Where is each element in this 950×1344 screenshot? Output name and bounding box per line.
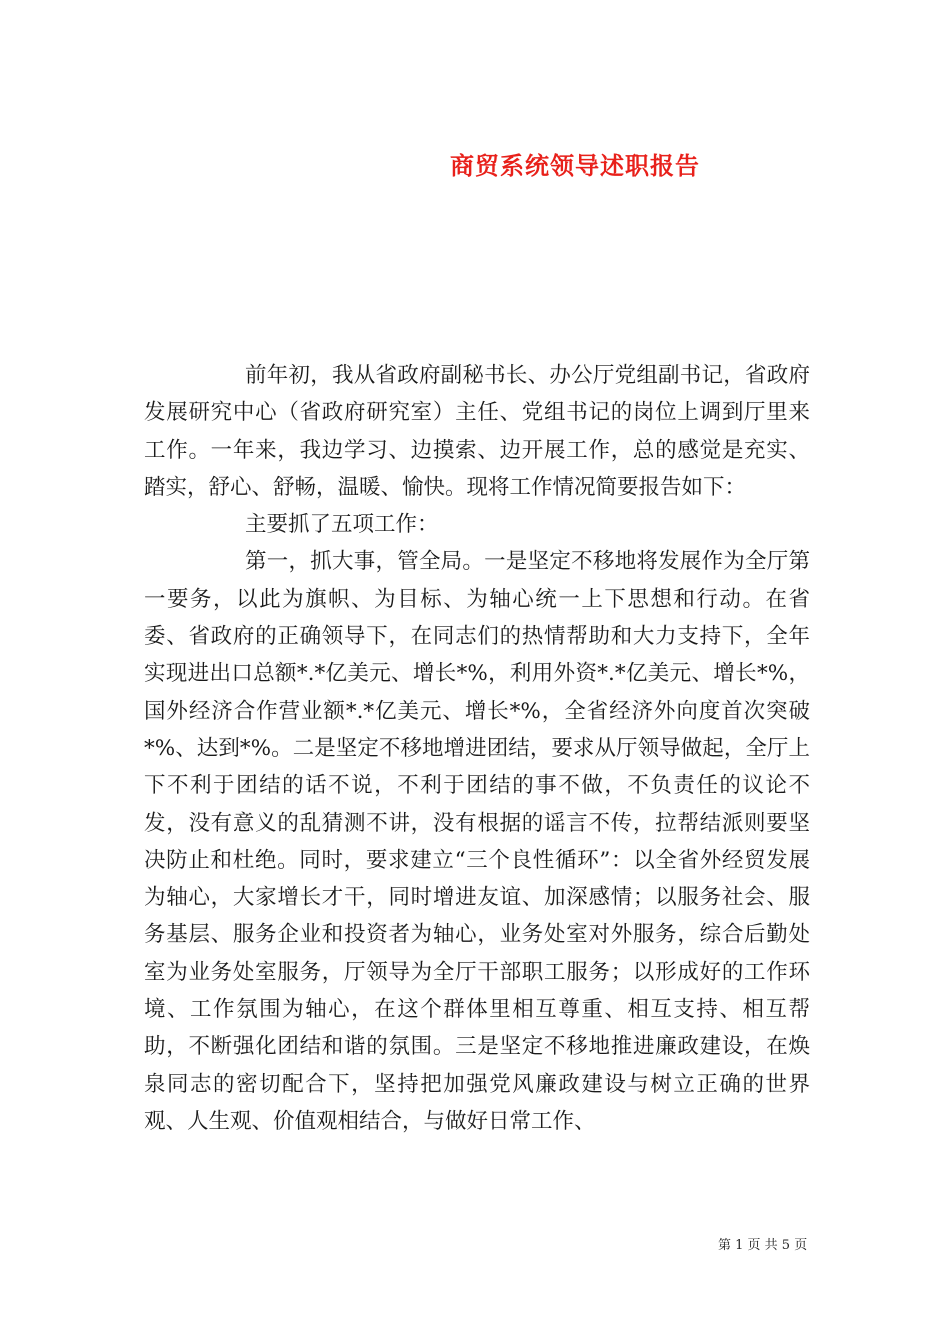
work-summary-heading: 主要抓了五项工作：	[245, 512, 439, 538]
document-title: 商贸系统领导述职报告	[450, 151, 700, 181]
first-work-item-paragraph: 第一，抓大事，管全局。一是坚定不移地将发展作为全厅第一要务，以此为旗帜、为目标、为轴心统一上下思想和行动。在省委、省政府的正确领导下，在同志们的热情帮助和大力支持下，全年实现进出口总额*.*亿美元、增长*%，利用外资*.*亿美元、增长*%，国外经济合作营业额*.*亿美元、增长*%，全省经济外向度首次突破*%、达到*%。二是坚定不移地增进团结，要求从厅领导做起，全厅上下不利于团结的话不说，不利于团结的事不做，不负责任的议论不发，没有意义的乱猜测不讲，没有根据的谣言不传，拉帮结派则要坚决防止和杜绝。同时，要求建立“三个良性循环”：以全省外经贸发展为轴心，大家增长才干，同时增进友谊、加深感情；以服务社会、服务基层、服务企业和投资者为轴心，业务处室对外服务，综合后勤处室为业务处室服务，厅领导为全厅干部职工服务；以形成好的工作环境、工作氛围为轴心，在这个群体里相互尊重、相互支持、相互帮助，不断强化团结和谐的氛围。三是坚定不移地推进廉政建设，在焕泉同志的密切配合下，坚持把加强党风廉政建设与树立正确的世界观、人生观、价值观相结合，与做好日常工作、	[144, 549, 810, 1134]
intro-paragraph: 前年初，我从省政府副秘书长、办公厅党组副书记，省政府发展研究中心（省政府研究室）主任、党组书记的岗位上调到厅里来工作。一年来，我边学习、边摸索、边开展工作，总的感觉是充实、踏实，舒心、舒畅，温暖、愉快。现将工作情况简要报告如下：	[144, 363, 810, 500]
page-number: 第 1 页 共 5 页	[718, 1238, 808, 1253]
document-body	[144, 357, 810, 1140]
